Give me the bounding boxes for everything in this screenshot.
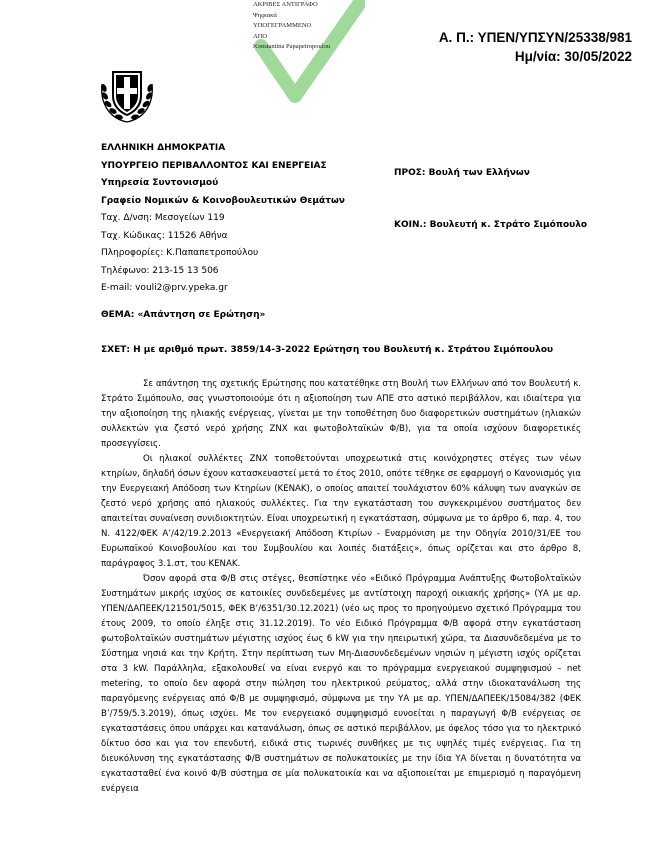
recipient-cc: ΚΟΙΝ.: Βουλευτή κ. Στράτο Σιμόπουλο bbox=[394, 220, 588, 230]
document-reference: ΣΧΕΤ: Η με αριθμό πρωτ. 3859/14-3-2022 Ερώτηση του Βουλευτή κ. Στράτου Σιμόπουλου bbox=[101, 345, 554, 355]
digital-signature-stamp bbox=[253, 0, 330, 53]
body-paragraph: Όσον αφορά στα Φ/Β στις στέγες, θεσπίστηκε νέο «Ειδικό Πρόγραμμα Ανάπτυξης Φωτοβολταϊκών Συστημάτων μικρής ισχύος σε κατοικίες συνδεδεμένες με αντίστοιχη παροχή οικιακής χρήσης» (ΥΑ με αρ. ΥΠΕΝ/ΔΑΠΕΕΚ/121501/5015, ΦΕΚ Β’/6351/30.12.2021) (νέο ως προς το προηγούμενο σχετικό Πρόγραμμα του έτους 2009, το οποίο έληξε στις 31.12.2019). Το νέο Ειδικό Πρόγραμμα Φ/Β αφορά στην εγκατάσταση φωτοβολταϊκών συστημάτων μέγιστης ισχύος έως 6 kW για την ηπειρωτική χώρα, τα Διασυνδεδεμένα με το Σύστημα νησιά και την Κρήτη. Στην περίπτωση των Μη-Διασυνδεδεμένων νησιών η μέγιστη ισχύς ορίζεται στα 3 kW. Παράλληλα, εξακολουθεί να είναι ενεργό και το πρόγραμμα ενεργειακού συμψηφισμού – net metering, το οποίο δεν αφορά στην πώληση του ηλεκτρικού ρεύματος, αλλά στην ιδιοκατανάλωση της παραγόμενης ενέργειας από Φ/Β με συμψηφισμό, σύμφωνα με την ΥΑ με αρ. ΥΠΕΝ/ΔΑΠΕΕΚ/15084/382 (ΦΕΚ Β’/759/5.3.2019), όπως ισχύει. Με τον ενεργειακό συμψηφισμό ευνοείται η παραγωγή Φ/Β ενέργειας σε εγκαταστάσεις όπου υπάρχει και κατανάλωση, όπως σε αστικό περιβάλλον, με όφελος τόσο για το ηλεκτρικό δίκτυο όσο και για τον επενδυτή, ειδικά στις τωρινές συνθήκες με τις υψηλές τιμές ενέργειας. Για τη διευκόλυνση της εγκατάστασης Φ/Β συστημάτων σε πολυκατοικίες με την ίδια ΥΑ δίνεται η δυνατότητα να εγκατασταθεί ένα κοινό Φ/Β σύστημα σε μία πολυκατοικία και να αξιοποιείται με επιμερισμό η παραγόμενη ενέργεια bbox=[101, 574, 581, 794]
stamp-line: Konstantina Papapetropoulou bbox=[253, 43, 331, 50]
document-subject: ΘΕΜΑ: «Απάντηση σε Ερώτηση» bbox=[101, 310, 266, 320]
body-paragraph: Σε απάντηση της σχετικής Ερώτησης που κατατέθηκε στη Βουλή των Ελλήνων από τον Βουλευτή κ. Στράτο Σιμόπουλο, σας γνωστοποιούμε ότι η αξιοποίηση των ΑΠΕ στο αστικό περιβάλλον, και ιδιαίτερα για την αξιοποίηση της ηλιακής ενέργειας, γίνεται με την τοποθέτηση δυο διαφορετικών συστημάτων (ηλιακών συλλεκτών για ζεστό νερό χρήσης ΖΝΧ και φωτοβολταϊκών Φ/Β), για τα οποία ισχύουν διαφορετικές προσεγγίσεις. bbox=[101, 379, 581, 449]
service-name: Υπηρεσία Συντονισμού bbox=[101, 178, 219, 188]
greek-emblem-icon bbox=[96, 62, 158, 126]
office-name: Γραφείο Νομικών & Κοινοβουλευτικών Θεμάτων bbox=[101, 195, 345, 206]
sender-postcode: Ταχ. Κώδικας: 11526 Αθήνα bbox=[101, 230, 228, 241]
stamp-line: ΥΠΟΓΕΓΡΑΜΜΕΝΟ bbox=[253, 22, 312, 29]
sender-phone: Τηλέφωνο: 213-15 13 506 bbox=[101, 265, 219, 276]
document-body bbox=[101, 377, 581, 797]
body-paragraph: Οι ηλιακοί συλλέκτες ΖΝΧ τοποθετούνται υποχρεωτικά στις κοινόχρηστες στέγες των νέων κτηρίων, δηλαδή όσων έχουν κατασκευαστεί μετά το έτος 2010, οπότε τέθηκε σε εφαρμογή ο Κανονισμός για την Ενεργειακή Απόδοση των Κτηρίων (ΚΕΝΑΚ), ο οποίος απαιτεί τουλάχιστον 60% κάλυψη των αναγκών σε ζεστό νερό χρήσης από ηλιακούς συλλέκτες. Για την εγκατάσταση του συγκεκριμένου συστήματος δεν απαιτείται συναίνεση συνιδιοκτητών. Είναι υποχρεωτική η εγκατάσταση, σύμφωνα με το άρθρο 6, παρ. 4, του Ν. 4122/ΦΕΚ Α’/42/19.2.2013 «Ενεργειακή Απόδοση Κτιρίων - Εναρμόνιση με την Οδηγία 2010/31/ΕΕ του Ευρωπαϊκού Κοινοβουλίου και του Συμβουλίου και λοιπές διατάξεις», όπως ορίζεται και στο άρθρο 8, παράγραφος 3.1.στ, του ΚΕΝΑΚ. bbox=[101, 454, 581, 569]
protocol-number: Α. Π.: ΥΠΕΝ/ΥΠΣΥΝ/25338/981 bbox=[438, 30, 632, 45]
stamp-line: ΑΚΡΙΒΕΣ ΑΝΤΙΓΡΑΦΟ bbox=[253, 1, 318, 8]
protocol-block bbox=[439, 28, 632, 66]
recipient-to: ΠΡΟΣ: Βουλή των Ελλήνων bbox=[394, 168, 530, 178]
sender-address: Ταχ. Δ/νση: Μεσογείων 119 bbox=[101, 213, 225, 223]
sender-email: E-mail: vouli2@prv.ypeka.gr bbox=[101, 283, 228, 293]
sender-info: Πληροφορίες: Κ.Παπαπετροπούλου bbox=[101, 248, 259, 258]
stamp-line: ΑΠΟ bbox=[253, 32, 268, 40]
ministry-name: ΥΠΟΥΡΓΕΙΟ ΠΕΡΙΒΑΛΛΟΝΤΟΣ ΚΑΙ ΕΝΕΡΓΕΙΑΣ bbox=[101, 160, 327, 171]
republic-name: ΕΛΛΗΝΙΚΗ ΔΗΜΟΚΡΑΤΙΑ bbox=[101, 143, 226, 153]
stamp-line: Ψηφιακά bbox=[253, 11, 277, 19]
protocol-date: Ημ/νία: 30/05/2022 bbox=[514, 49, 632, 64]
sender-block bbox=[101, 140, 345, 298]
